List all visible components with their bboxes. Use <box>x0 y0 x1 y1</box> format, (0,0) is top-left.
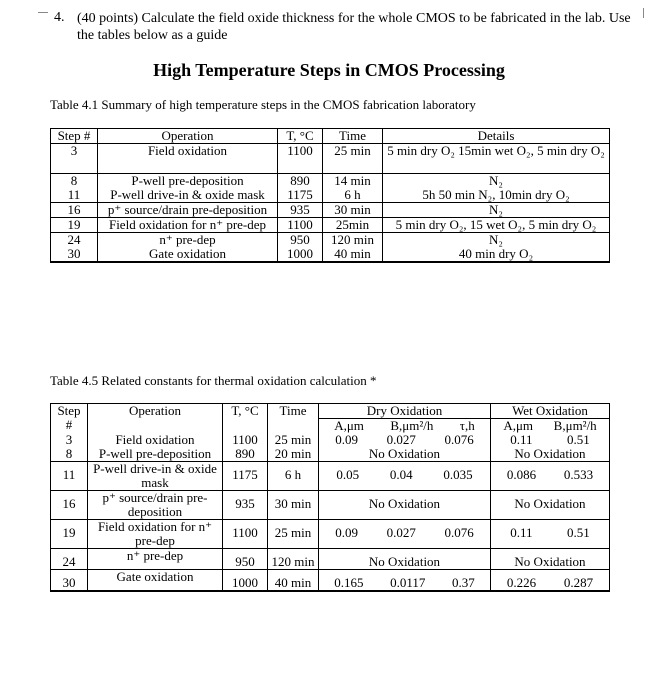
table-cell: N₂ <box>383 174 610 189</box>
table-header-row <box>51 404 610 419</box>
value: 0.05 <box>336 467 360 482</box>
corner-mark-left <box>38 12 48 13</box>
table-cell: P-well drive-in & oxide mask <box>98 188 278 203</box>
value: 0.0117 <box>390 575 426 590</box>
table-cell: n⁺ pre-dep <box>98 233 278 248</box>
table-row <box>51 203 610 218</box>
table-row <box>51 188 610 203</box>
table-cell: 30 min <box>323 203 383 218</box>
table-row <box>51 520 610 549</box>
table-cell: Field oxidation <box>88 433 223 447</box>
table-cell: Field oxidation for n⁺ pre-dep <box>88 520 223 549</box>
table-row <box>51 247 610 262</box>
subheader-label: A,μm <box>334 418 364 433</box>
table-row <box>51 549 610 570</box>
table-header-cell: Time <box>268 404 319 434</box>
table-cell: P-well pre-deposition <box>98 174 278 189</box>
table-cell: Gate oxidation <box>88 570 223 592</box>
table-cell: N₂ <box>383 203 610 218</box>
table-cell: 120 min <box>323 233 383 248</box>
table-cell: 3 <box>51 144 98 174</box>
table-cell: 950 <box>223 549 268 570</box>
table-cell: p⁺ source/drain pre-deposition <box>98 203 278 218</box>
table-cell: 3 <box>51 433 88 447</box>
table-4-1 <box>50 128 610 263</box>
value: 0.04 <box>389 467 413 482</box>
dry-cell <box>319 520 491 549</box>
wet-subheader <box>491 419 610 434</box>
page-heading: High Temperature Steps in CMOS Processing <box>153 60 505 80</box>
subheader-label: B,μm²/h <box>390 418 434 433</box>
dry-cell <box>319 433 491 447</box>
table-cell: 11 <box>51 462 88 491</box>
table-cell: P-well pre-deposition <box>88 447 223 462</box>
table-row <box>51 462 610 491</box>
table-header-row <box>51 129 610 144</box>
value: 0.076 <box>444 432 474 447</box>
table-cell: 1000 <box>278 247 323 262</box>
value: 0.027 <box>386 525 416 540</box>
table-header-cell: Step # <box>51 404 88 434</box>
wet-cell <box>491 433 610 447</box>
table-cell: 19 <box>51 218 98 233</box>
table-header-cell: Details <box>383 129 610 144</box>
value: 0.51 <box>567 432 590 447</box>
table-header-cell: Operation <box>98 129 278 144</box>
subheader-label: τ,h <box>459 418 475 433</box>
dry-cell <box>319 570 491 592</box>
table-header-cell: Dry Oxidation <box>319 404 491 419</box>
table-header-cell: T, °C <box>278 129 323 144</box>
table-row <box>51 447 610 462</box>
table-row <box>51 491 610 520</box>
wet-cell <box>491 570 610 592</box>
value: 0.035 <box>443 467 473 482</box>
table-cell: 1100 <box>278 218 323 233</box>
table-cell: 25 min <box>268 433 319 447</box>
table-cell: 40 min <box>268 570 319 592</box>
table-cell: 30 min <box>268 491 319 520</box>
value: 0.086 <box>506 467 537 482</box>
table-cell: 950 <box>278 233 323 248</box>
table-cell: P-well drive-in & oxide mask <box>88 462 223 491</box>
value: 0.11 <box>510 432 533 447</box>
table-row <box>51 174 610 189</box>
wet-cell: No Oxidation <box>491 549 610 570</box>
value: 0.287 <box>563 575 594 590</box>
dry-cell: No Oxidation <box>319 491 491 520</box>
dry-subheader <box>319 419 491 434</box>
table-header-cell: Step # <box>51 129 98 144</box>
table-cell: 11 <box>51 188 98 203</box>
table-cell: 24 <box>51 233 98 248</box>
table-cell: 1000 <box>223 570 268 592</box>
table-cell: Gate oxidation <box>98 247 278 262</box>
table-cell: 14 min <box>323 174 383 189</box>
subheader-label: B,μm²/h <box>553 418 597 433</box>
table-cell: 935 <box>223 491 268 520</box>
value: 0.37 <box>451 575 475 590</box>
table-cell: 1100 <box>223 433 268 447</box>
table-cell: p⁺ source/drain pre-deposition <box>88 491 223 520</box>
question-text: (40 points) Calculate the field oxide thickness for the whole CMOS to be fabricated in the lab. Use the tables below as a guide <box>77 11 631 43</box>
table-cell: 890 <box>223 447 268 462</box>
table-cell: 935 <box>278 203 323 218</box>
table-cell: 30 <box>51 247 98 262</box>
dry-cell: No Oxidation <box>319 549 491 570</box>
value: 0.076 <box>444 525 474 540</box>
table-cell: 1100 <box>278 144 323 174</box>
value: 0.165 <box>334 575 364 590</box>
table-cell: 16 <box>51 203 98 218</box>
table-row <box>51 218 610 233</box>
table-header-cell: Time <box>323 129 383 144</box>
table-row <box>51 144 610 174</box>
table-row <box>51 433 610 447</box>
table-row <box>51 233 610 248</box>
corner-mark-right <box>643 8 644 18</box>
value: 0.09 <box>335 432 359 447</box>
table-cell: 1100 <box>223 520 268 549</box>
table-cell: 40 min dry O₂ <box>383 247 610 262</box>
table-cell: 20 min <box>268 447 319 462</box>
table-cell: 16 <box>51 491 88 520</box>
table-cell: 6 h <box>268 462 319 491</box>
subheader-label: A,μm <box>503 418 534 433</box>
table-4-5 <box>50 403 610 592</box>
table-cell: Field oxidation for n⁺ pre-dep <box>98 218 278 233</box>
wet-cell <box>491 520 610 549</box>
value: 0.11 <box>510 525 533 540</box>
table-cell: Field oxidation <box>98 144 278 174</box>
wet-cell: No Oxidation <box>491 491 610 520</box>
table-cell: 25 min <box>268 520 319 549</box>
value: 0.09 <box>335 525 359 540</box>
value: 0.226 <box>506 575 537 590</box>
table-cell: 6 h <box>323 188 383 203</box>
table-cell: n⁺ pre-dep <box>88 549 223 570</box>
table-header-cell: Wet Oxidation <box>491 404 610 419</box>
table-header-cell: T, °C <box>223 404 268 434</box>
table-cell: 8 <box>51 447 88 462</box>
table2-caption: Table 4.5 Related constants for thermal oxidation calculation * <box>50 373 377 388</box>
table-cell: 25 min <box>323 144 383 174</box>
value: 0.027 <box>386 432 416 447</box>
table-cell: 24 <box>51 549 88 570</box>
table-cell: 1175 <box>223 462 268 491</box>
table-cell: 120 min <box>268 549 319 570</box>
table-cell: 19 <box>51 520 88 549</box>
wet-cell <box>491 462 610 491</box>
table-cell: 40 min <box>323 247 383 262</box>
table-cell: 5h 50 min N₂, 10min dry O₂ <box>383 188 610 203</box>
value: 0.51 <box>567 525 590 540</box>
dry-cell: No Oxidation <box>319 447 491 462</box>
table1-caption: Table 4.1 Summary of high temperature steps in the CMOS fabrication laboratory <box>50 97 476 112</box>
table-cell: 8 <box>51 174 98 189</box>
table-cell: 30 <box>51 570 88 592</box>
value: 0.533 <box>563 467 594 482</box>
wet-cell: No Oxidation <box>491 447 610 462</box>
question-number: 4. <box>54 10 65 25</box>
table-header-cell: Operation <box>88 404 223 434</box>
table-row <box>51 570 610 592</box>
table-cell: 890 <box>278 174 323 189</box>
table-cell: N₂ <box>383 233 610 248</box>
table-cell: 25min <box>323 218 383 233</box>
table-cell: 5 min dry O₂ 15min wet O₂, 5 min dry O₂ <box>383 144 610 174</box>
dry-cell <box>319 462 491 491</box>
table-cell: 5 min dry O₂, 15 wet O₂, 5 min dry O₂ <box>383 218 610 233</box>
table-cell: 1175 <box>278 188 323 203</box>
